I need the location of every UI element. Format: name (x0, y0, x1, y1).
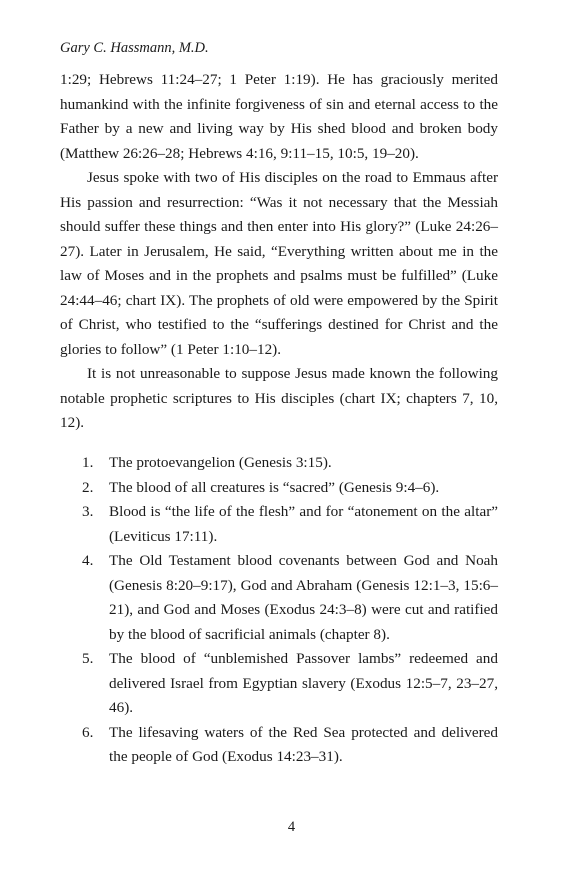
running-head: Gary C. Hassmann, M.D. (60, 40, 209, 56)
paragraph: It is not unreasonable to suppose Jesus made known the following notable prophetic scriptures to His disciples (chart IX; chapters 7, 10, 12). (60, 365, 498, 431)
list-number: 4. (82, 552, 94, 569)
list-item (82, 721, 498, 770)
list-number: 3. (82, 503, 94, 520)
list-number: 6. (82, 723, 94, 741)
list-item (82, 549, 498, 647)
prophecy-list (82, 451, 498, 770)
body-text (60, 68, 498, 436)
list-number: 2. (82, 478, 94, 496)
list-item (82, 476, 498, 501)
list-item-text: The blood of all creatures is “sacred” (Genesis 9:4–6). (109, 478, 440, 496)
list-item-text: The protoevangelion (Genesis 3:15). (109, 454, 332, 471)
list-item (82, 647, 498, 721)
list-number: 1. (82, 454, 94, 471)
list-item (82, 451, 498, 476)
list-number: 5. (82, 650, 94, 667)
list-item-text: The Old Testament blood covenants between God and Noah (Genesis 8:20–9:17), God and Abraham (Genesis 12:1–3, 15:6–21), and God and Moses (Exodus 24:3–8) were cut and ratified by the blood of sacrificial animals (chapter 8). (109, 552, 498, 643)
list-item-text: Blood is “the life of the flesh” and for “atonement on the altar” (Leviticus 17:11). (109, 503, 498, 545)
list-item (82, 500, 498, 549)
list-item-text: The lifesaving waters of the Red Sea protected and delivered the people of God (Exodus 14:23–31). (109, 723, 498, 765)
list-item-text: The blood of “unblemished Passover lambs” redeemed and delivered Israel from Egyptian slavery (Exodus 12:5–7, 23–27, 46). (109, 650, 498, 716)
paragraph: Jesus spoke with two of His disciples on the road to Emmaus after His passion and resurrection: “Was it not necessary that the Messiah should suffer these things and then enter into His glory?” (Luke 24:26–27). Later in Jerusalem, He said, “Everything written about me in the law of Moses and in the prophets and psalms must be fulfilled” (Luke 24:44–46; chart IX). The prophets of old were empowered by the Spirit of Christ, who testified to the “sufferings destined for Christ and the glories to follow” (1 Peter 1:10–12). (60, 169, 498, 358)
paragraph-continued: 1:29; Hebrews 11:24–27; 1 Peter 1:19). He has graciously merited humankind with the infinite forgiveness of sin and eternal access to the Father by a new and living way by His shed blood and broken body (Matthew 26:26–28; Hebrews 4:16, 9:11–15, 10:5, 19–20). (60, 71, 498, 162)
page-number: 4 (287, 819, 296, 835)
